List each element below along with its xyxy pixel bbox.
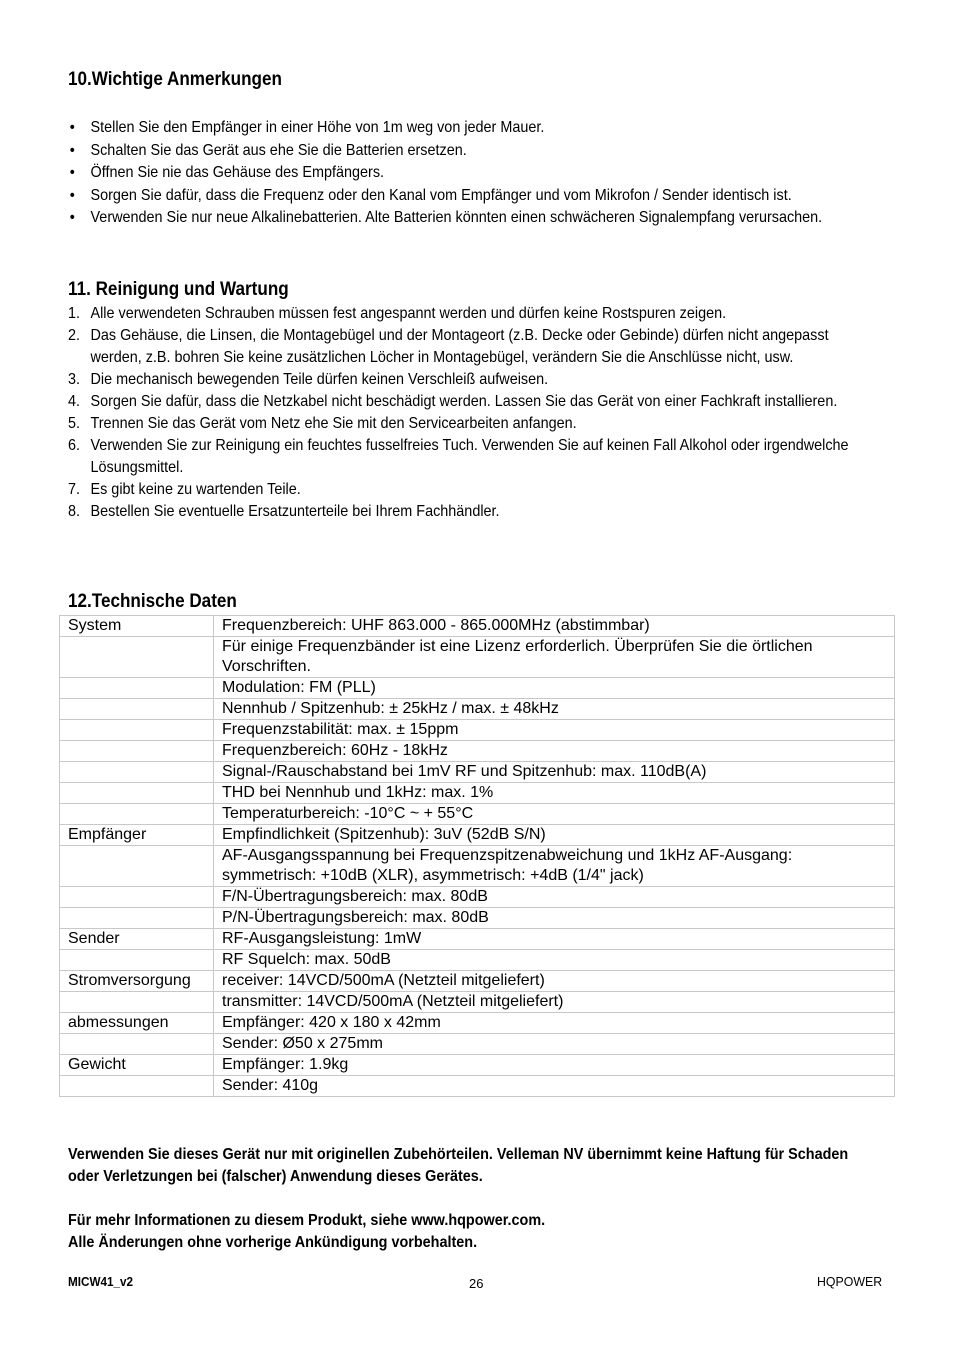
maintenance-item bbox=[68, 435, 860, 479]
item-number: 1. bbox=[68, 305, 81, 322]
bullet-icon: • bbox=[69, 164, 75, 181]
item-number: 3. bbox=[68, 371, 81, 388]
spec-category bbox=[60, 804, 214, 825]
footer-brand: HQPOWER bbox=[817, 1274, 883, 1289]
spec-category bbox=[60, 783, 214, 804]
spec-category bbox=[60, 678, 214, 699]
table-row bbox=[60, 846, 895, 887]
important-notes-list bbox=[68, 117, 851, 230]
spec-value: Sender: Ø50 x 275mm bbox=[214, 1034, 895, 1055]
table-row bbox=[60, 762, 895, 783]
note-text: Sorgen Sie dafür, dass die Frequenz oder den Kanal vom Empfänger und vom Mikrofon / Sender identisch ist. bbox=[90, 186, 792, 204]
spec-category: Gewicht bbox=[60, 1055, 214, 1076]
maintenance-list bbox=[68, 303, 860, 523]
bullet-icon: • bbox=[69, 119, 75, 136]
spec-value: Frequenzbereich: 60Hz - 18kHz bbox=[214, 741, 895, 762]
spec-value: P/N-Übertragungsbereich: max. 80dB bbox=[214, 908, 895, 929]
table-row bbox=[60, 741, 895, 762]
spec-value: Frequenzstabilität: max. ± 15ppm bbox=[214, 720, 895, 741]
spec-category bbox=[60, 699, 214, 720]
spec-category bbox=[60, 762, 214, 783]
note-item bbox=[68, 207, 851, 230]
spec-category bbox=[60, 950, 214, 971]
table-row bbox=[60, 783, 895, 804]
table-row bbox=[60, 699, 895, 720]
spec-category bbox=[60, 720, 214, 741]
table-row bbox=[60, 1034, 895, 1055]
spec-value: AF-Ausgangsspannung bei Frequenzspitzenabweichung und 1kHz AF-Ausgang: symmetrisch: +10dB (XLR), asymmetrisch: +4dB (1/4" jack) bbox=[214, 846, 895, 887]
info-notice-line-2: Alle Änderungen ohne vorherige Ankündigung vorbehalten. bbox=[68, 1234, 478, 1251]
spec-value: Empfänger: 420 x 180 x 42mm bbox=[214, 1013, 895, 1034]
spec-category: System bbox=[60, 616, 214, 637]
note-item bbox=[68, 162, 851, 185]
footer-page-number: 26 bbox=[469, 1276, 484, 1291]
note-item bbox=[68, 117, 851, 140]
item-number: 8. bbox=[68, 503, 81, 520]
table-row bbox=[60, 1013, 895, 1034]
spec-value: Frequenzbereich: UHF 863.000 - 865.000MHz (abstimmbar) bbox=[214, 616, 895, 637]
spec-value: RF-Ausgangsleistung: 1mW bbox=[214, 929, 895, 950]
table-row bbox=[60, 637, 895, 678]
table-row bbox=[60, 825, 895, 846]
table-row bbox=[60, 804, 895, 825]
spec-category: Stromversorgung bbox=[60, 971, 214, 992]
note-item bbox=[68, 140, 851, 163]
section-11-heading: 11. Reinigung und Wartung bbox=[68, 279, 289, 300]
item-number: 2. bbox=[68, 327, 81, 344]
table-row bbox=[60, 992, 895, 1013]
spec-value: Sender: 410g bbox=[214, 1076, 895, 1097]
spec-category bbox=[60, 908, 214, 929]
spec-value: F/N-Übertragungsbereich: max. 80dB bbox=[214, 887, 895, 908]
section-12-heading: 12.Technische Daten bbox=[68, 591, 237, 612]
spec-category: abmessungen bbox=[60, 1013, 214, 1034]
spec-category bbox=[60, 1034, 214, 1055]
spec-category bbox=[60, 1076, 214, 1097]
spec-value: Empfänger: 1.9kg bbox=[214, 1055, 895, 1076]
item-number: 4. bbox=[68, 393, 81, 410]
maintenance-item bbox=[68, 303, 860, 325]
spec-category bbox=[60, 741, 214, 762]
maintenance-item bbox=[68, 501, 860, 523]
liability-notice: Verwenden Sie dieses Gerät nur mit originellen Zubehörteilen. Velleman NV übernimmt keine Haftung für Schaden oder Verletzungen bei (falscher) Anwendung dieses Gerätes. bbox=[68, 1146, 849, 1185]
spec-value: Nennhub / Spitzenhub: ± 25kHz / max. ± 48kHz bbox=[214, 699, 895, 720]
spec-value: Empfindlichkeit (Spitzenhub): 3uV (52dB S/N) bbox=[214, 825, 895, 846]
spec-value: receiver: 14VCD/500mA (Netzteil mitgeliefert) bbox=[214, 971, 895, 992]
item-text: Das Gehäuse, die Linsen, die Montagebügel und der Montageort (z.B. Decke oder Gebinde) dürfen nicht angepasst werden, z.B. bohren Sie keine zusätzlichen Löcher in Montagebügel, verändern Sie die Anschlüsse nicht, usw. bbox=[90, 327, 829, 366]
bullet-icon: • bbox=[69, 141, 75, 159]
footer-model: MICW41_v2 bbox=[68, 1274, 134, 1289]
info-notice-line-1: Für mehr Informationen zu diesem Produkt, siehe www.hqpower.com. bbox=[68, 1212, 546, 1229]
item-text: Alle verwendeten Schrauben müssen fest angespannt werden und dürfen keine Rostspuren zeigen. bbox=[90, 305, 727, 322]
bullet-icon: • bbox=[69, 186, 75, 204]
spec-value: RF Squelch: max. 50dB bbox=[214, 950, 895, 971]
note-text: Verwenden Sie nur neue Alkalinebatterien. Alte Batterien könnten einen schwächeren Signalempfang verursachen. bbox=[90, 209, 823, 226]
table-row bbox=[60, 887, 895, 908]
note-text: Öffnen Sie nie das Gehäuse des Empfängers. bbox=[90, 164, 385, 181]
bullet-icon: • bbox=[69, 209, 75, 226]
note-item bbox=[68, 185, 851, 208]
table-row bbox=[60, 908, 895, 929]
spec-value: Modulation: FM (PLL) bbox=[214, 678, 895, 699]
item-text: Es gibt keine zu wartenden Teile. bbox=[90, 481, 301, 498]
spec-category: Sender bbox=[60, 929, 214, 950]
note-text: Schalten Sie das Gerät aus ehe Sie die Batterien ersetzen. bbox=[90, 141, 467, 159]
item-number: 5. bbox=[68, 415, 81, 432]
table-row bbox=[60, 950, 895, 971]
technical-specs-table bbox=[59, 615, 895, 1097]
spec-category bbox=[60, 846, 214, 887]
spec-category bbox=[60, 887, 214, 908]
maintenance-item bbox=[68, 391, 860, 413]
table-row bbox=[60, 720, 895, 741]
table-row bbox=[60, 1076, 895, 1097]
item-number: 6. bbox=[68, 437, 81, 454]
maintenance-item bbox=[68, 479, 860, 501]
table-row bbox=[60, 1055, 895, 1076]
table-row bbox=[60, 678, 895, 699]
maintenance-item bbox=[68, 325, 860, 369]
spec-value: Temperaturbereich: -10°C ~ + 55°C bbox=[214, 804, 895, 825]
item-text: Verwenden Sie zur Reinigung ein feuchtes fusselfreies Tuch. Verwenden Sie auf keinen Fall Alkohol oder irgendwelche Lösungsmittel. bbox=[90, 437, 849, 476]
item-text: Trennen Sie das Gerät vom Netz ehe Sie mit den Servicearbeiten anfangen. bbox=[90, 415, 577, 432]
table-row bbox=[60, 616, 895, 637]
spec-value: transmitter: 14VCD/500mA (Netzteil mitgeliefert) bbox=[214, 992, 895, 1013]
item-text: Sorgen Sie dafür, dass die Netzkabel nicht beschädigt werden. Lassen Sie das Gerät von einer Fachkraft installieren. bbox=[90, 393, 838, 410]
table-row bbox=[60, 971, 895, 992]
section-10-heading: 10.Wichtige Anmerkungen bbox=[68, 69, 282, 90]
spec-category bbox=[60, 992, 214, 1013]
note-text: Stellen Sie den Empfänger in einer Höhe von 1m weg von jeder Mauer. bbox=[90, 119, 545, 136]
item-text: Bestellen Sie eventuelle Ersatzunterteile bei Ihrem Fachhändler. bbox=[90, 503, 500, 520]
spec-category bbox=[60, 637, 214, 678]
item-text: Die mechanisch bewegenden Teile dürfen keinen Verschleiß aufweisen. bbox=[90, 371, 549, 388]
maintenance-item bbox=[68, 369, 860, 391]
item-number: 7. bbox=[68, 481, 81, 498]
spec-value: Für einige Frequenzbänder ist eine Lizenz erforderlich. Überprüfen Sie die örtlichen Vorschriften. bbox=[214, 637, 895, 678]
info-notice bbox=[68, 1210, 860, 1254]
spec-value: THD bei Nennhub und 1kHz: max. 1% bbox=[214, 783, 895, 804]
spec-category: Empfänger bbox=[60, 825, 214, 846]
maintenance-item bbox=[68, 413, 860, 435]
spec-value: Signal-/Rauschabstand bei 1mV RF und Spitzenhub: max. 110dB(A) bbox=[214, 762, 895, 783]
table-row bbox=[60, 929, 895, 950]
